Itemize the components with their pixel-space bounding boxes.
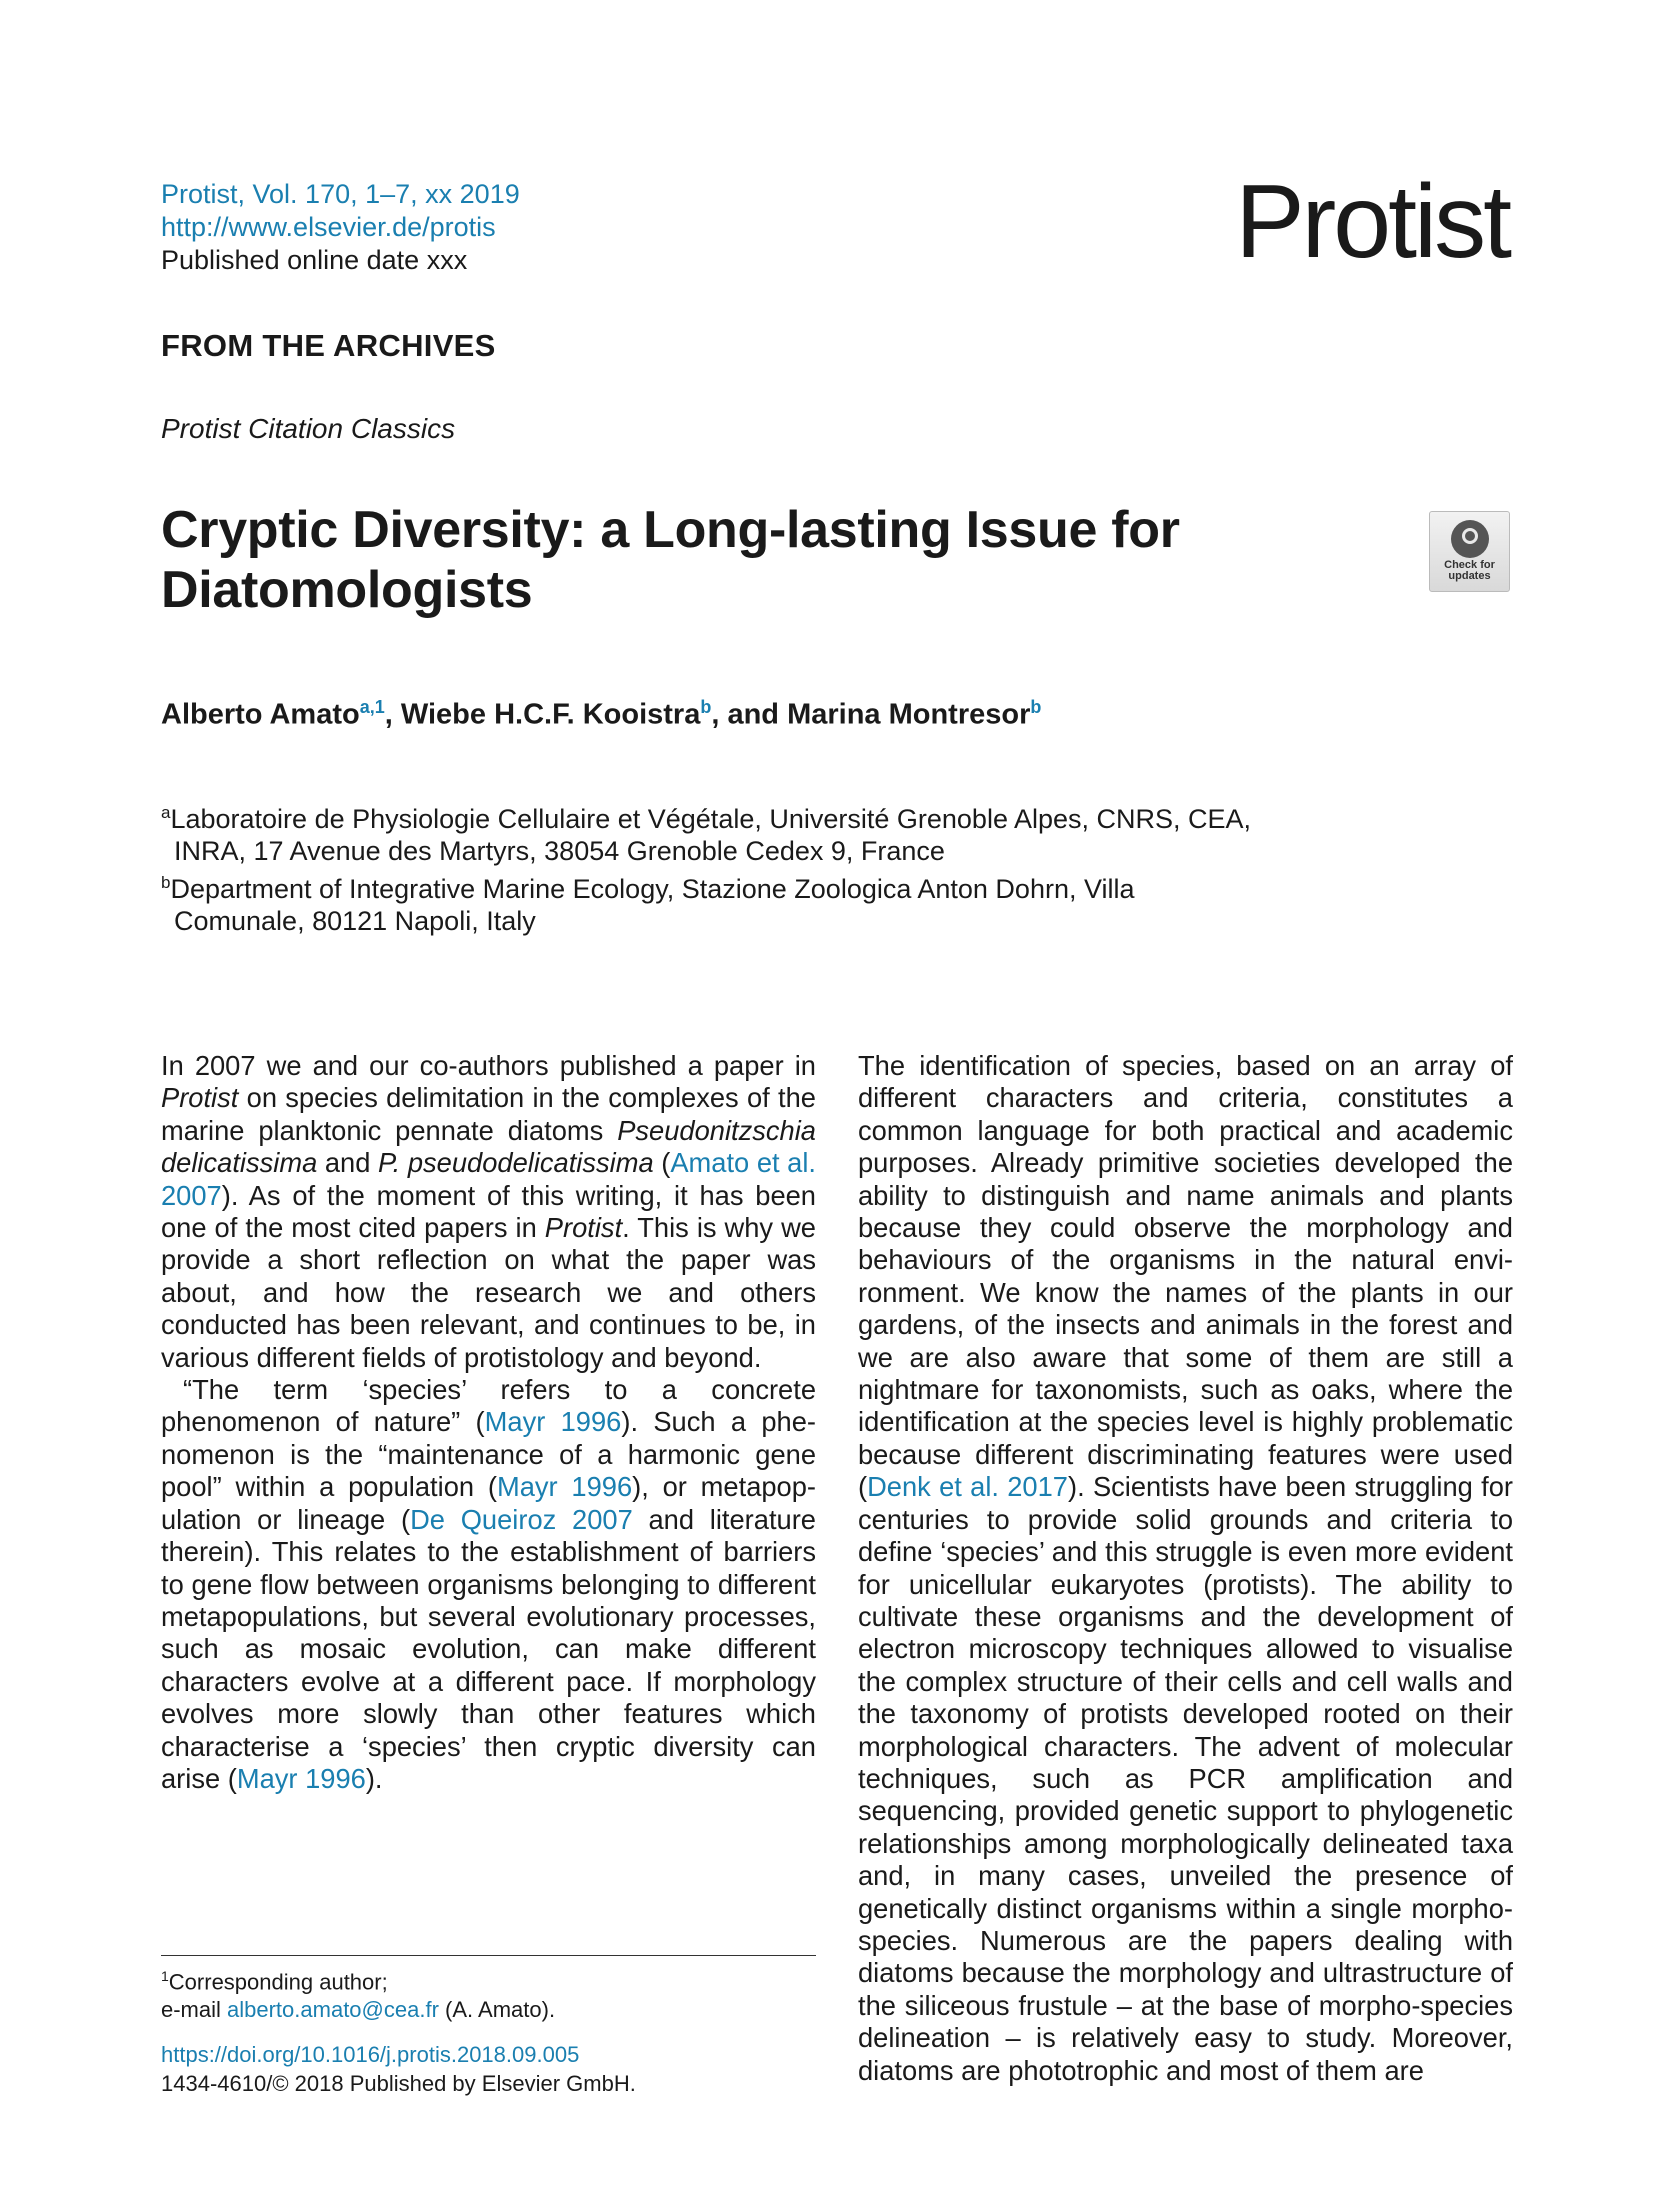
email-link[interactable]: alberto.amato@cea.fr <box>227 1997 439 2023</box>
text-run: ). As of the moment of this writing, it has been one of the most cited papers in <box>161 1179 816 1244</box>
journal-citation: Protist, Vol. 170, 1–7, xx 2019 <box>161 179 520 209</box>
footnote-label: Corresponding author; <box>168 1969 388 1995</box>
text-run: . This is why we provide a short reflection on what the paper was about, and how the research we and others conducted has been relevant, and continues to be, in various different fields of protistology and beyond. <box>161 1212 816 1373</box>
text-run: on species delimitation in the complexes of the marine planktonic pennate diatoms <box>161 1082 816 1146</box>
journal-name: Protist <box>161 1082 239 1114</box>
badge-label-2: updates <box>1448 570 1491 582</box>
body-column-right <box>858 1050 1513 2087</box>
citation-link[interactable]: Denk et al. 2017 <box>867 1471 1068 1503</box>
journal-logo: Protist <box>1235 164 1509 280</box>
citation-link[interactable]: De Queiroz 2007 <box>410 1503 633 1535</box>
affiliation-text: Department of Integrative Marine Ecology, Stazione Zoologica Anton Dohrn, Villa Comunale, 80121 Napoli, Italy <box>170 874 1135 936</box>
doi-link[interactable]: https://doi.org/10.1016/j.protis.2018.09.005 <box>161 2042 580 2067</box>
journal-info <box>161 178 520 277</box>
author-name: Marina Montresor <box>787 698 1031 731</box>
check-for-updates-button[interactable] <box>1429 511 1510 592</box>
body-column-left <box>161 1050 816 1795</box>
text-run: ). Such a phenomenon is the “maintenance of a harmonic gene pool” within a population ( <box>161 1406 817 1503</box>
citation-link[interactable]: Mayr 1996 <box>496 1471 633 1503</box>
email-suffix: (A. Amato). <box>438 1997 556 2023</box>
badge-label-1: Check for <box>1444 559 1495 571</box>
author-affiliation-mark[interactable]: a,1 <box>359 697 385 717</box>
author-affiliation-mark[interactable]: b <box>1030 697 1042 717</box>
text-run: The identification of species, based on an array of different characters and criteria, constitutes a common language for both practical and academic purposes. Already primitive societies developed the ability to distinguish and name animals and plants because they could observe the morphology and behaviours of the organisms in the natural environment. We know the names of the plants in our gardens, of the insects and animals in the forest and we are also aware that some of them are still a nightmare for taxonomists, such as oaks, where the identification at the species level is highly problematic because different discriminating features were used ( <box>858 1050 1513 1503</box>
affiliation-a <box>161 797 1261 867</box>
footnote-divider <box>161 1955 816 1956</box>
journal-name: Protist <box>544 1212 623 1244</box>
species-name: P. pseudodelicatissima <box>377 1147 654 1179</box>
affiliation-mark: a <box>161 803 171 822</box>
author-separator: , and <box>711 698 788 731</box>
article-title: Cryptic Diversity: a Long-lasting Issue for Diatomologists <box>161 501 1180 619</box>
page-footer <box>161 2040 636 2098</box>
copyright: 1434-4610/© 2018 Published by Elsevier GmbH. <box>161 2071 636 2096</box>
species-name: Pseudonitzschia delicatissima <box>161 1114 816 1179</box>
author-name: Wiebe H.C.F. Kooistra <box>400 698 701 731</box>
text-run: ( <box>653 1147 671 1179</box>
citation-link[interactable]: Mayr 1996 <box>484 1406 622 1438</box>
affiliation-text: Laboratoire de Physiologie Cellulaire et Végétale, Université Grenoble Alpes, CNRS, CEA, INRA, 17 Avenue des Martyrs, 38054 Grenoble Cedex 9, France <box>170 804 1252 866</box>
text-run: ). <box>365 1762 383 1794</box>
author-list <box>161 697 1041 732</box>
author-affiliation-mark[interactable]: b <box>700 697 712 717</box>
journal-url-link[interactable]: http://www.elsevier.de/protis <box>161 212 496 242</box>
email-prefix: e-mail <box>161 1997 228 2023</box>
text-run: ), or metapopulation or lineage ( <box>161 1471 817 1535</box>
text-run: and literature therein). This relates to the establishment of barriers to gene flow between organisms belonging to different metapopulations, but several evolutionary processes, such as mosaic evolution, can make different characters evolve at a different pace. If morphology evolves more slowly than other features which characterise a ‘species’ then cryptic diversity can arise ( <box>161 1503 816 1794</box>
body-paragraph-2 <box>161 1374 816 1795</box>
citation-link[interactable]: Mayr 1996 <box>236 1762 366 1794</box>
footnote <box>161 1962 555 2024</box>
subsection-heading: Protist Citation Classics <box>161 413 456 444</box>
text-run: “The term ‘species’ refers to a concrete phenomenon of nature” ( <box>161 1374 816 1438</box>
text-run: ). Scientists have been struggling for centuries to provide solid grounds and criteria to define ‘species’ and this struggle is even more evident for unicellular eukaryotes (protists). The ability to cultivate these organisms and the development of electron microscopy techniques allowed to visualise the complex structure of their cells and cell walls and the taxonomy of protists developed rooted on their morphological characters. The advent of molecular techniques, such as PCR amplification and sequencing, provided genetic support to phylogenetic relationships among morphologically delineated taxa and, in many cases, unveiled the presence of genetically distinct organisms within a single morpho-species. Numerous are the papers dealing with diatoms because the morphology and ultrastructure of the siliceous frustule – at the base of morpho-species delineation – is relatively easy to study. Moreover, diatoms are phototrophic and most of them are <box>858 1471 1513 2086</box>
text-run: In 2007 we and our co-authors published a paper in <box>161 1050 816 1081</box>
affiliation-b <box>161 867 1261 937</box>
citation-link[interactable]: Amato et al. 2007 <box>161 1147 816 1211</box>
affiliations <box>161 797 1261 937</box>
author-separator: , <box>384 698 401 731</box>
author-name: Alberto Amato <box>161 698 360 731</box>
text-run: and <box>317 1147 378 1179</box>
check-for-updates-icon <box>1451 520 1489 558</box>
footnote-mark: 1 <box>161 1968 169 1984</box>
published-date: Published online date xxx <box>161 245 468 275</box>
affiliation-mark: b <box>161 873 171 892</box>
section-heading: FROM THE ARCHIVES <box>161 328 496 363</box>
body-paragraph-3-continued <box>858 1050 1513 2087</box>
body-paragraph-1 <box>161 1050 816 1374</box>
